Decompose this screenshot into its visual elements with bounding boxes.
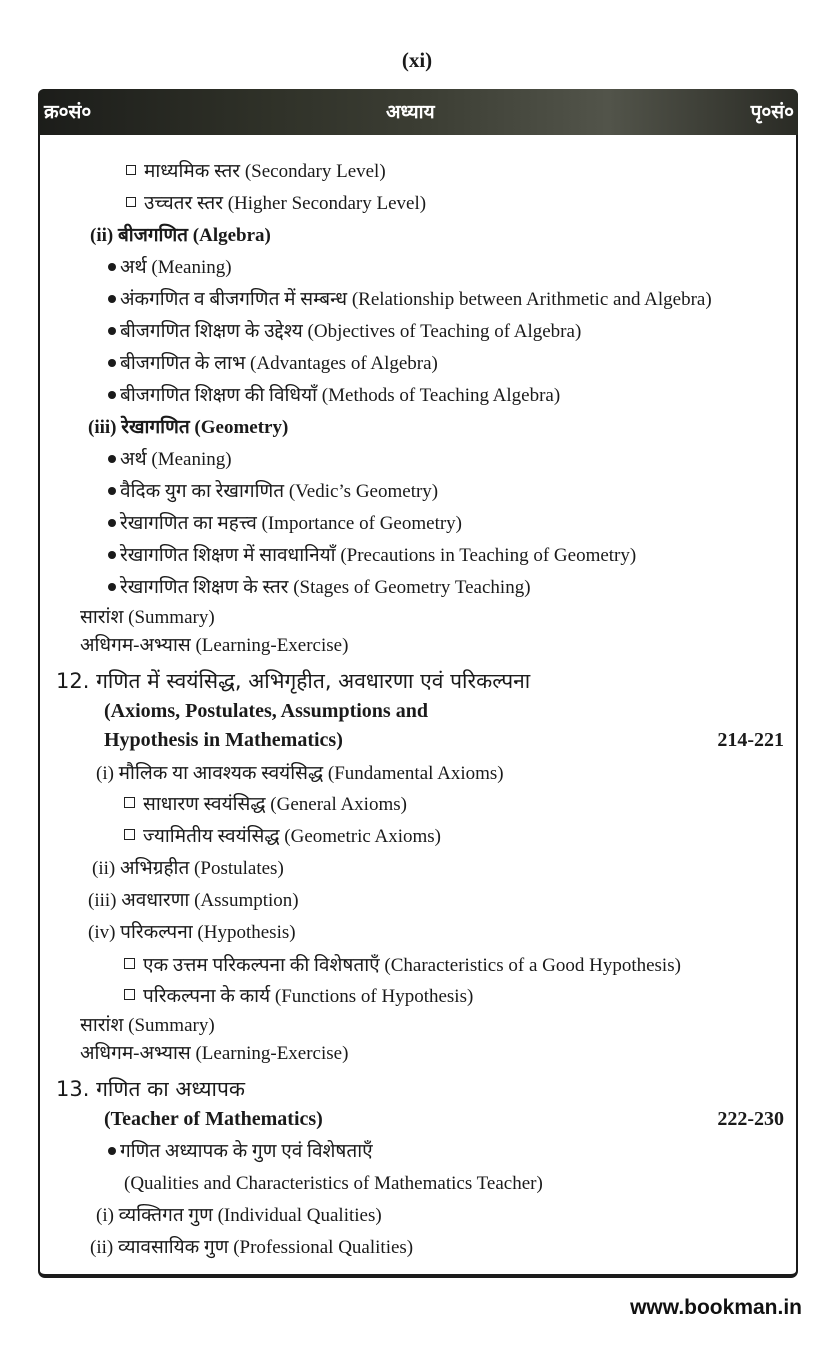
chapter-12-title-hindi[interactable]: 12. गणित में स्वयंसिद्ध, अभिगृहीत, अवधारणा एवं परिकल्पना bbox=[56, 669, 531, 693]
toc-entry[interactable]: रेखागणित का महत्त्व (Importance of Geometry) bbox=[108, 512, 462, 536]
toc-entry[interactable]: उच्चतर स्तर (Higher Secondary Level) bbox=[126, 192, 426, 216]
toc-entry[interactable]: बीजगणित शिक्षण की विधियाँ (Methods of Teaching Algebra) bbox=[108, 384, 560, 408]
bullet-icon bbox=[108, 583, 116, 591]
chapter-number: 13. bbox=[56, 1077, 90, 1101]
toc-entry[interactable]: साधारण स्वयंसिद्ध (General Axioms) bbox=[124, 793, 407, 817]
chapter-12-title-english-1: (Axioms, Postulates, Assumptions and bbox=[104, 700, 428, 722]
toc-entry-exercise[interactable]: अधिगम-अभ्यास (Learning-Exercise) bbox=[80, 635, 349, 656]
square-bullet-icon bbox=[124, 989, 135, 1000]
website-url[interactable]: www.bookman.in bbox=[630, 1296, 802, 1319]
bullet-icon bbox=[108, 391, 116, 399]
toc-entry[interactable]: ज्यामितीय स्वयंसिद्ध (Geometric Axioms) bbox=[124, 825, 441, 849]
toc-entry-continuation: (Qualities and Characteristics of Mathematics Teacher) bbox=[124, 1173, 543, 1194]
toc-entry[interactable]: बीजगणित के लाभ (Advantages of Algebra) bbox=[108, 352, 438, 376]
toc-entry[interactable]: गणित अध्यापक के गुण एवं विशेषताएँ bbox=[108, 1140, 373, 1164]
toc-entry[interactable]: अर्थ (Meaning) bbox=[108, 256, 232, 280]
toc-entry[interactable]: एक उत्तम परिकल्पना की विशेषताएँ (Characteristics of a Good Hypothesis) bbox=[124, 954, 681, 978]
chapter-12-pages: 214-221 bbox=[717, 729, 784, 751]
toc-entry-summary[interactable]: सारांश (Summary) bbox=[80, 1015, 215, 1036]
square-bullet-icon bbox=[124, 958, 135, 969]
toc-entry[interactable]: अर्थ (Meaning) bbox=[108, 448, 232, 472]
toc-entry[interactable]: अंकगणित व बीजगणित में सम्बन्ध (Relationship between Arithmetic and Algebra) bbox=[108, 288, 712, 312]
bullet-icon bbox=[108, 519, 116, 527]
chapter-number: 12. bbox=[56, 669, 90, 693]
toc-entry[interactable]: (i) व्यक्तिगत गुण (Individual Qualities) bbox=[96, 1205, 382, 1226]
bullet-icon bbox=[108, 359, 116, 367]
bullet-icon bbox=[108, 551, 116, 559]
toc-entry[interactable]: वैदिक युग का रेखागणित (Vedic’s Geometry) bbox=[108, 480, 438, 504]
bullet-icon bbox=[108, 1147, 116, 1155]
toc-entry[interactable]: (iii) अवधारणा (Assumption) bbox=[88, 890, 299, 911]
header-serial-number: क्र०सं० bbox=[44, 101, 92, 123]
toc-entry[interactable]: (ii) व्यावसायिक गुण (Professional Qualities) bbox=[90, 1237, 414, 1258]
toc-entry-summary[interactable]: सारांश (Summary) bbox=[80, 607, 215, 628]
bullet-icon bbox=[108, 487, 116, 495]
header-page-number: पृ०सं० bbox=[750, 101, 794, 123]
square-bullet-icon bbox=[126, 165, 136, 175]
chapter-13-title-english: (Teacher of Mathematics) bbox=[104, 1108, 323, 1130]
toc-subheading-geometry[interactable]: (iii) रेखागणित (Geometry) bbox=[88, 417, 289, 438]
chapter-13-pages: 222-230 bbox=[717, 1108, 784, 1130]
bullet-icon bbox=[108, 327, 116, 335]
toc-subheading-algebra[interactable]: (ii) बीजगणित (Algebra) bbox=[90, 225, 271, 246]
table-of-contents bbox=[38, 89, 798, 1278]
toc-entry[interactable]: रेखागणित शिक्षण में सावधानियाँ (Precautions in Teaching of Geometry) bbox=[108, 544, 636, 568]
page-number: (xi) bbox=[401, 48, 433, 72]
bullet-icon bbox=[108, 263, 116, 271]
header-chapter: अध्याय bbox=[386, 101, 435, 123]
toc-header bbox=[38, 89, 798, 135]
bullet-icon bbox=[108, 295, 116, 303]
toc-entry[interactable]: (iv) परिकल्पना (Hypothesis) bbox=[88, 922, 296, 943]
toc-entry[interactable]: बीजगणित शिक्षण के उद्देश्य (Objectives of Teaching of Algebra) bbox=[108, 320, 581, 344]
toc-entry[interactable]: (i) मौलिक या आवश्यक स्वयंसिद्ध (Fundamental Axioms) bbox=[96, 763, 504, 784]
toc-entry[interactable]: माध्यमिक स्तर (Secondary Level) bbox=[126, 160, 386, 184]
toc-entry[interactable]: परिकल्पना के कार्य (Functions of Hypothesis) bbox=[124, 985, 473, 1009]
square-bullet-icon bbox=[124, 797, 135, 808]
toc-entry-exercise[interactable]: अधिगम-अभ्यास (Learning-Exercise) bbox=[80, 1043, 349, 1064]
square-bullet-icon bbox=[126, 197, 136, 207]
toc-entry[interactable]: रेखागणित शिक्षण के स्तर (Stages of Geometry Teaching) bbox=[108, 576, 531, 600]
bullet-icon bbox=[108, 455, 116, 463]
chapter-12-title-english-2: Hypothesis in Mathematics) bbox=[104, 729, 343, 751]
chapter-13-title-hindi[interactable]: 13. गणित का अध्यापक bbox=[56, 1077, 246, 1101]
toc-entry[interactable]: (ii) अभिग्रहीत (Postulates) bbox=[92, 858, 284, 879]
square-bullet-icon bbox=[124, 829, 135, 840]
